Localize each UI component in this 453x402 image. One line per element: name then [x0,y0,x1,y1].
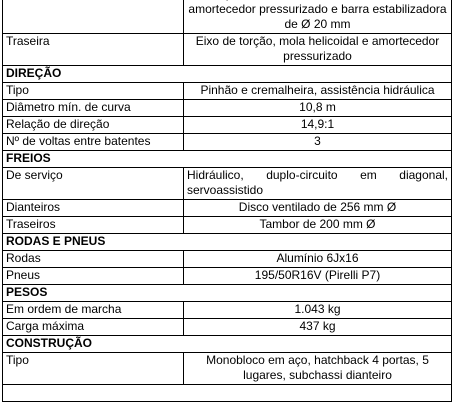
row-label: Nº de voltas entre batentes [3,134,184,151]
row-label: Diâmetro mín. de curva [3,100,184,117]
row-label: Pneus [3,268,184,285]
row-value: Pinhão e cremalheira, assistência hidráulica [184,83,452,100]
row-label: Tipo [3,83,184,100]
row-label: Traseiros [3,217,184,234]
table-row [3,251,452,268]
row-label: Dianteiros [3,200,184,217]
row-label: De serviço [3,168,184,200]
section-header: FREIOS [3,151,452,168]
table-row [3,100,452,117]
row-value: 10,8 m [184,100,452,117]
table-row [3,168,452,200]
row-value: Monobloco em aço, hatchback 4 portas, 5 lugares, subchassi dianteiro [184,353,452,385]
row-value: amortecedor pressurizado e barra estabilizadora de Ø 20 mm [184,0,452,34]
section-header-row [3,234,452,251]
row-label: Carga máxima [3,319,184,336]
row-value: Alumínio 6Jx16 [184,251,452,268]
table-row [3,34,452,66]
table-row [3,0,452,34]
section-header: RODAS E PNEUS [3,234,452,251]
row-value: 3 [184,134,452,151]
table-row [3,83,452,100]
row-value: Eixo de torção, mola helicoidal e amortecedor pressurizado [184,34,452,66]
section-header-row [3,66,452,83]
table-row [3,353,452,385]
row-value: Hidráulico, duplo-circuito em diagonal, servoassistido [184,168,452,200]
section-header-row [3,151,452,168]
section-header-row [3,285,452,302]
row-value: Tambor de 200 mm Ø [184,217,452,234]
section-header: CONSTRUÇÃO [3,336,452,353]
section-header: DIREÇÃO [3,66,452,83]
row-label [3,0,184,34]
row-label: Em ordem de marcha [3,302,184,319]
row-label: Traseira [3,34,184,66]
row-value: 437 kg [184,319,452,336]
spec-table [2,0,452,402]
section-header-row [3,336,452,353]
section-header-row [3,385,452,402]
row-label: Tipo [3,353,184,385]
row-value: 14,9:1 [184,117,452,134]
table-row [3,268,452,285]
section-header [3,385,452,402]
section-header: PESOS [3,285,452,302]
row-value: Disco ventilado de 256 mm Ø [184,200,452,217]
table-row [3,302,452,319]
table-row [3,134,452,151]
row-label: Rodas [3,251,184,268]
row-label: Relação de direção [3,117,184,134]
table-row [3,117,452,134]
row-value: 195/50R16V (Pirelli P7) [184,268,452,285]
table-row [3,217,452,234]
table-row [3,200,452,217]
table-row [3,319,452,336]
row-value: 1.043 kg [184,302,452,319]
